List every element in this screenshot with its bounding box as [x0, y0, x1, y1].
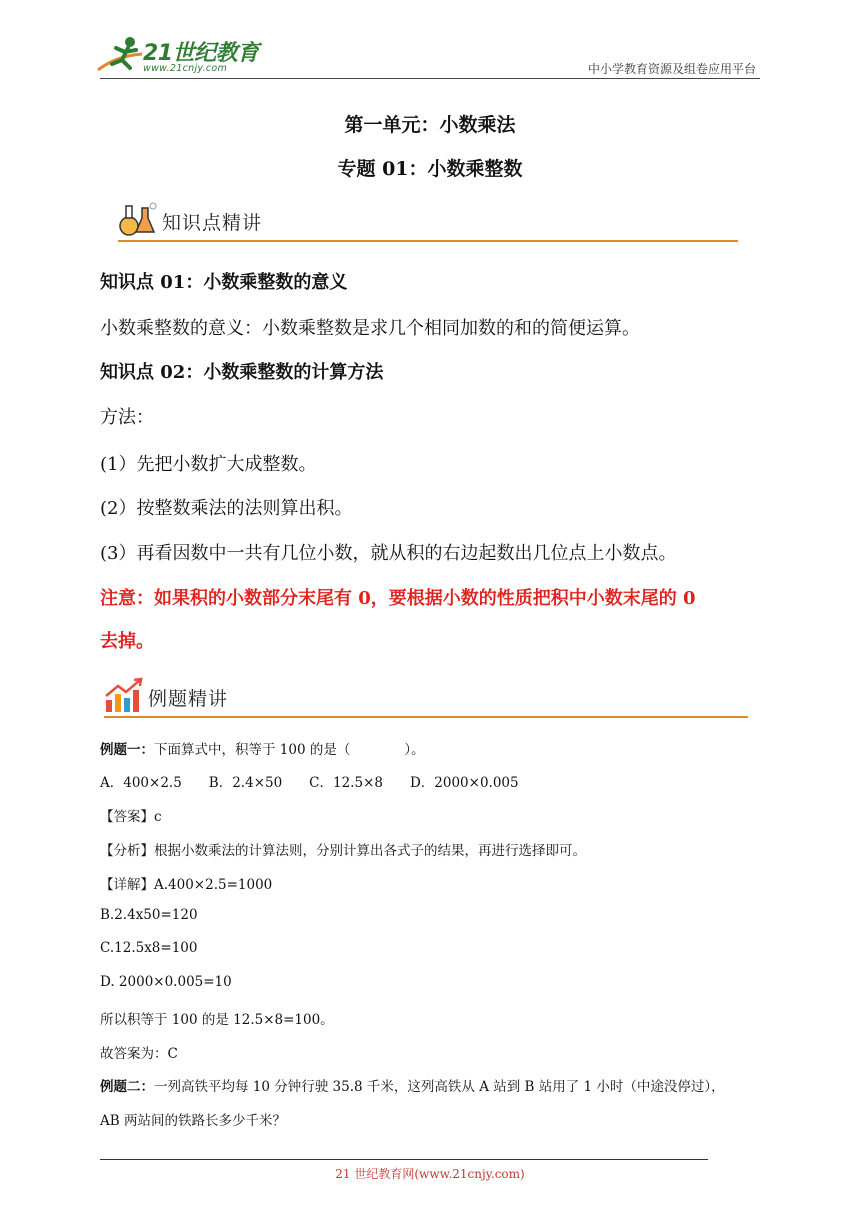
example1-conclusion: 所以积等于 100 的是 12.5×8=100。: [100, 1012, 334, 1028]
logo-url: www.21cnjy.com: [143, 63, 228, 74]
detail-c: C.12.5x8=100: [100, 940, 198, 956]
knowledge-banner-label: 知识点精讲: [162, 212, 263, 234]
kp2-heading: 知识点 02：小数乘整数的计算方法: [100, 362, 384, 383]
example2-question-line2: AB 两站间的铁路长多少千米？: [100, 1113, 286, 1129]
example1-final: 故答案为：C: [100, 1046, 178, 1062]
example1-label: 例题一：: [100, 742, 154, 758]
topic-title: 专题 01：小数乘整数: [337, 158, 523, 180]
note-line-1: 注意：如果积的小数部分末尾有 0，要根据小数的性质把积中小数末尾的 0: [100, 588, 696, 609]
example1-question: [100, 738, 425, 758]
detail-d: D. 2000×0.005=10: [100, 974, 232, 990]
example2-question-line1: 一列高铁平均每 10 分钟行驶 35.8 千米，这列高铁从 A 站到 B 站用了 1 小时（中途没停过），: [154, 1079, 725, 1095]
header-divider: [100, 78, 760, 79]
examples-banner: [104, 676, 748, 718]
example1-question-text: 下面算式中，积等于 100 的是（ ）。: [154, 742, 425, 758]
method-step-2: (2）按整数乘法的法则算出积。: [100, 498, 353, 519]
example1-detail: [100, 873, 272, 893]
answer-label: 【答案】: [100, 809, 154, 825]
example1-analysis: [100, 839, 586, 859]
logo-text: 21世纪教育: [143, 41, 259, 66]
method-step-3: (3）再看因数中一共有几位小数，就从积的右边起数出几位点上小数点。: [100, 543, 677, 564]
unit-title: 第一单元：小数乘法: [344, 114, 516, 136]
example2-label: 例题二：: [100, 1079, 154, 1095]
example2-question: [100, 1075, 725, 1095]
growth-chart-icon: [104, 676, 146, 714]
header-platform-text: 中小学教育资源及组卷应用平台: [587, 62, 756, 76]
detail-a: A.400×2.5=1000: [154, 877, 273, 893]
footer-divider: [100, 1159, 708, 1160]
detail-b: B.2.4x50=120: [100, 907, 198, 923]
method-step-1: (1）先把小数扩大成整数。: [100, 454, 317, 475]
examples-banner-label: 例题精讲: [148, 688, 229, 710]
analysis-text: 根据小数乘法的计算法则，分别计算出各式子的结果，再进行选择即可。: [154, 843, 586, 859]
note-line-2: 去掉。: [100, 631, 154, 652]
kp1-heading: 知识点 01：小数乘整数的意义: [100, 272, 348, 293]
examples-banner-underline: [104, 716, 748, 718]
method-label: 方法：: [100, 407, 154, 428]
knowledge-banner: [118, 200, 738, 242]
lab-flask-icon: [118, 200, 160, 238]
footer-text: 21 世纪教育网(www.21cnjy.com): [335, 1167, 525, 1181]
detail-label: 【详解】: [100, 877, 154, 893]
example1-options: A．400×2.5 B．2.4×50 C．12.5×8 D．2000×0.005: [100, 775, 519, 791]
knowledge-banner-underline: [118, 240, 738, 242]
answer-value: c: [154, 809, 162, 825]
kp1-text: 小数乘整数的意义：小数乘整数是求几个相同加数的和的简便运算。: [100, 318, 640, 339]
example1-answer: [100, 805, 162, 825]
analysis-label: 【分析】: [100, 843, 154, 859]
